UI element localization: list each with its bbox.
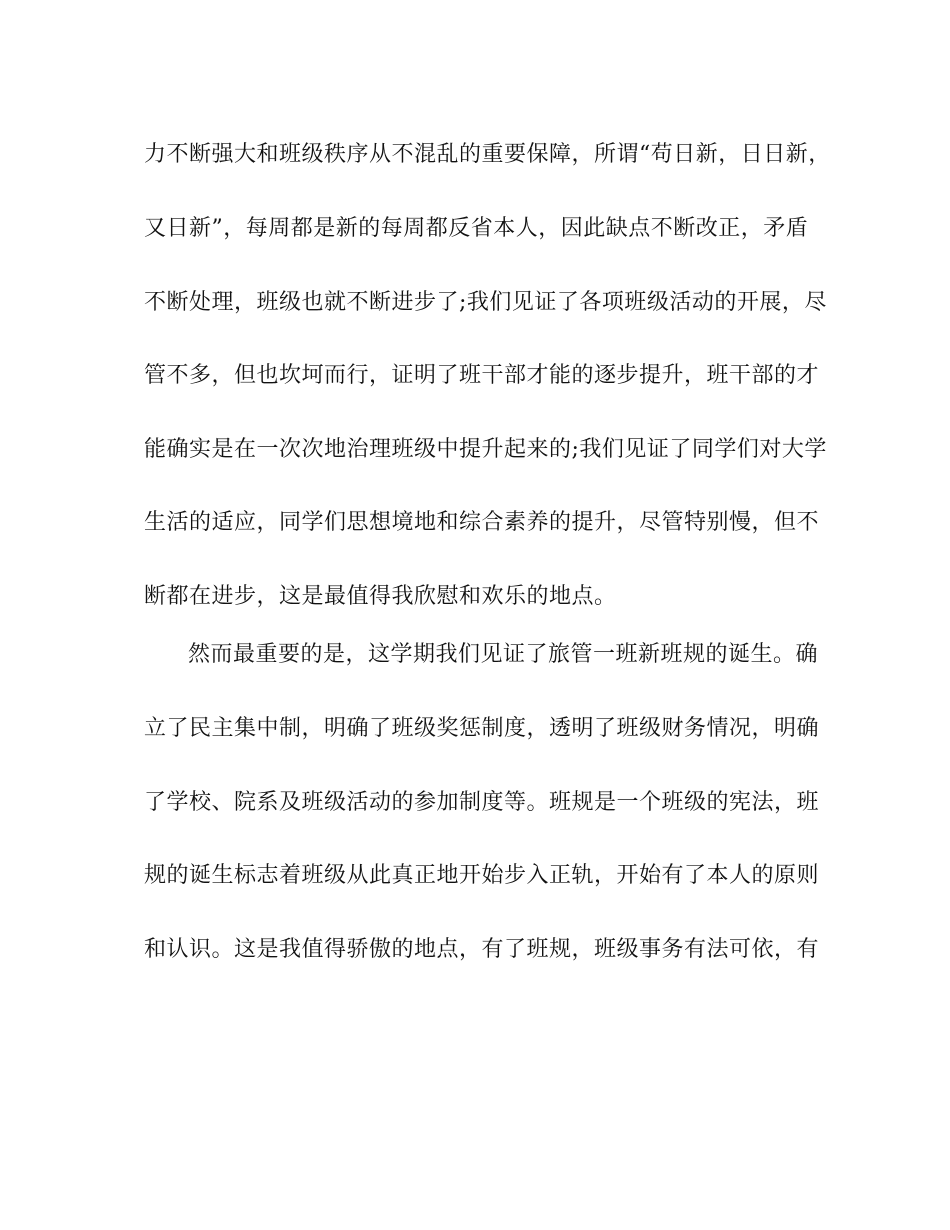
paragraph-line: 和认识。这是我值得骄傲的地点，有了班规，班级事务有法可依，有 bbox=[144, 937, 820, 962]
paragraph-line: 又日新”，每周都是新的每周都反省本人，因此缺点不断改正，矛盾 bbox=[144, 216, 809, 241]
paragraph-line: 断都在进步，这是最值得我欣慰和欢乐的地点。 bbox=[144, 584, 617, 609]
paragraph-line-indented: 然而最重要的是，这学期我们见证了旅管一班新班规的诞生。确 bbox=[188, 642, 819, 667]
paragraph-line: 立了民主集中制，明确了班级奖惩制度，透明了班级财务情况，明确 bbox=[144, 716, 820, 741]
paragraph-line: 力不断强大和班级秩序从不混乱的重要保障，所谓“苟日新，日日新， bbox=[144, 142, 831, 167]
paragraph-line: 管不多，但也坎坷而行，证明了班干部才能的逐步提升，班干部的才 bbox=[144, 363, 820, 388]
paragraph-line: 不断处理，班级也就不断进步了;我们见证了各项班级活动的开展，尽 bbox=[144, 290, 827, 315]
paragraph-line: 了学校、院系及班级活动的参加制度等。班规是一个班级的宪法，班 bbox=[144, 790, 820, 815]
paragraph-line: 规的诞生标志着班级从此真正地开始步入正轨，开始有了本人的原则 bbox=[144, 863, 820, 888]
paragraph-line: 生活的适应，同学们思想境地和综合素养的提升，尽管特别慢，但不 bbox=[144, 510, 820, 535]
paragraph-line: 能确实是在一次次地治理班级中提升起来的;我们见证了同学们对大学 bbox=[144, 437, 827, 462]
